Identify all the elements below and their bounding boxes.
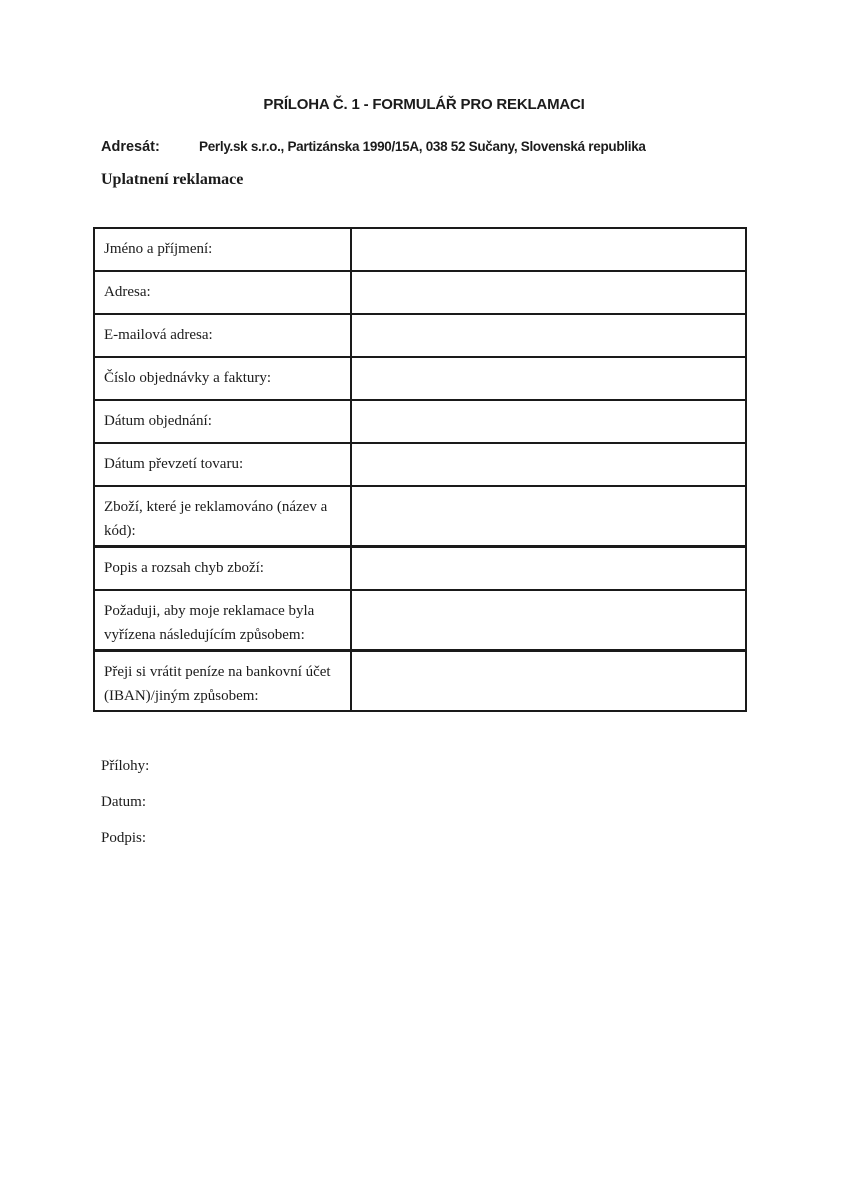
footer-fields	[101, 757, 149, 865]
footer-field-label: Podpis:	[101, 830, 147, 846]
field-value-cell	[351, 650, 746, 711]
field-label: Zboží, které je reklamováno (název a kód):	[94, 486, 351, 547]
table-row	[94, 486, 746, 547]
table-row	[94, 400, 746, 443]
table-row	[94, 228, 746, 271]
field-label: Přeji si vrátit peníze na bankovní účet (IBAN)/jiným způsobem:	[94, 650, 351, 711]
field-label: Jméno a příjmení:	[94, 228, 351, 271]
table-row	[94, 314, 746, 357]
document-title: PRÍLOHA Č. 1 - FORMULÁŘ PRO REKLAMACI	[263, 96, 585, 113]
table-row	[94, 590, 746, 651]
field-value-cell	[351, 547, 746, 590]
field-value-cell	[351, 228, 746, 271]
field-value-cell	[351, 443, 746, 486]
field-value-cell	[351, 314, 746, 357]
field-label: Číslo objednávky a faktury:	[94, 357, 351, 400]
footer-field-label: Datum:	[101, 794, 146, 810]
addressee-label: Adresát:	[101, 139, 160, 155]
field-label: Dátum převzetí tovaru:	[94, 443, 351, 486]
field-label: E-mailová adresa:	[94, 314, 351, 357]
section-heading: Uplatnení reklamace	[101, 171, 244, 188]
field-label: Požaduji, aby moje reklamace byla vyřízena následujícím způsobem:	[94, 590, 351, 651]
field-value-cell	[351, 486, 746, 547]
table-row	[94, 547, 746, 590]
footer-field-label: Přílohy:	[101, 758, 150, 774]
field-label: Dátum objednání:	[94, 400, 351, 443]
field-label: Popis a rozsah chyb zboží:	[94, 547, 351, 590]
field-label: Adresa:	[94, 271, 351, 314]
table-row	[94, 271, 746, 314]
complaint-form-table	[93, 227, 747, 712]
addressee-value: Perly.sk s.r.o., Partizánska 1990/15A, 038 52 Sučany, Slovenská republika	[199, 139, 646, 154]
field-value-cell	[351, 357, 746, 400]
field-value-cell	[351, 400, 746, 443]
addressee-row	[101, 138, 646, 156]
field-value-cell	[351, 590, 746, 651]
table-row	[94, 357, 746, 400]
table-row	[94, 650, 746, 711]
table-row	[94, 443, 746, 486]
field-value-cell	[351, 271, 746, 314]
